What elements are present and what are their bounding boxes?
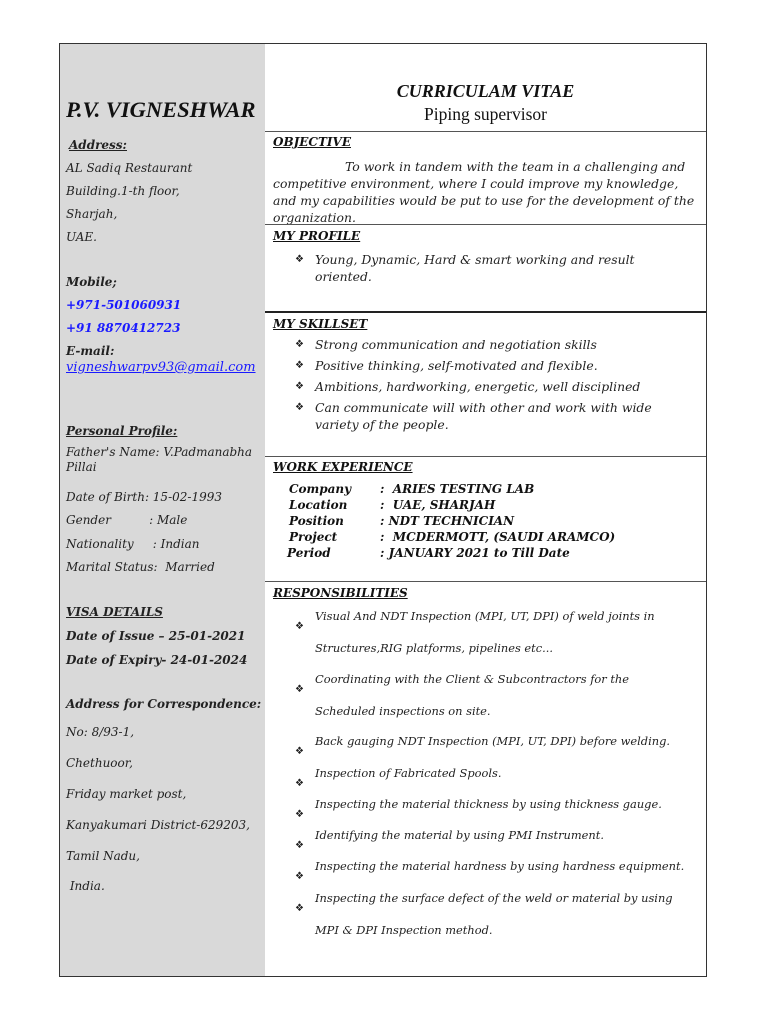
resume-page	[59, 43, 707, 977]
father-name: Father's Name: V.Padmanabha	[66, 445, 253, 459]
work-label: Position	[289, 514, 344, 528]
work-label: Company	[289, 482, 352, 496]
skill-item: ❖ Strong communication and negotiation skills	[295, 337, 597, 352]
mobile-number: +971-501060931	[66, 298, 182, 312]
work-value: : JANUARY 2021 to Till Date	[380, 546, 570, 560]
bullet-icon: ❖	[295, 684, 304, 695]
work-experience-heading: WORK EXPERIENCE	[273, 460, 413, 474]
section-divider	[265, 224, 706, 225]
profile-item: ❖ Young, Dynamic, Hard & smart working and result oriented.	[295, 252, 635, 284]
responsibility-item: ❖ Inspecting the material hardness by using hardness equipment.	[295, 851, 685, 883]
job-title: Piping supervisor	[424, 104, 547, 124]
address-line: UAE.	[66, 230, 97, 244]
responsibility-item: ❖ Visual And NDT Inspection (MPI, UT, DPI) of weld joints in Structures,RIG platforms, pipelines etc...	[295, 609, 655, 655]
responsibility-item: ❖ Inspection of Fabricated Spools.	[295, 758, 685, 790]
sidebar	[60, 44, 265, 976]
section-divider	[265, 581, 706, 582]
work-label: Location	[289, 498, 348, 512]
personal-profile-label: Personal Profile:	[66, 424, 178, 438]
skill-item: ❖ Can communicate will with other and work with wide variety of the people.	[295, 400, 652, 432]
section-divider	[265, 456, 706, 457]
correspondence-line: No: 8/93-1,	[66, 725, 135, 739]
bullet-icon: ❖	[295, 871, 304, 882]
bullet-icon: ❖	[295, 809, 304, 820]
objective-heading: OBJECTIVE	[273, 135, 351, 149]
responsibility-item: ❖ Coordinating with the Client & Subcontractors for the Scheduled inspections on site.	[295, 672, 629, 718]
visa-details-label: VISA DETAILS	[66, 605, 163, 619]
bullet-icon: ❖	[295, 621, 304, 632]
work-label: Period	[287, 546, 331, 560]
bullet-icon: ❖	[295, 402, 304, 413]
main-content	[265, 44, 706, 976]
email-label: E-mail:	[66, 344, 115, 358]
correspondence-line: India.	[66, 879, 105, 893]
responsibilities-heading: RESPONSIBILITIES	[273, 586, 408, 600]
section-divider	[265, 131, 706, 132]
address-line: Sharjah,	[66, 207, 118, 221]
objective-body: To work in tandem with the team in a challenging and competitive environment, where I could improve my knowledge, and my capabilities would be put to use for the development of the organization.	[273, 159, 695, 225]
bullet-icon: ❖	[295, 360, 304, 371]
correspondence-line: Friday market post,	[66, 787, 187, 801]
nationality: Nationality : Indian	[66, 537, 200, 551]
address-line: Building.1-th floor,	[66, 184, 180, 198]
work-value: : MCDERMOTT, (SAUDI ARAMCO)	[380, 530, 616, 544]
responsibility-item: ❖ Identifying the material by using PMI Instrument.	[295, 820, 685, 852]
candidate-name: P.V. VIGNESHWAR	[66, 97, 256, 122]
correspondence-line: Tamil Nadu,	[66, 849, 140, 863]
work-label: Project	[289, 530, 338, 544]
document-title: CURRICULAM VITAE	[396, 81, 575, 101]
work-value: : UAE, SHARJAH	[380, 498, 496, 512]
responsibility-item: ❖ Inspecting the surface defect of the weld or material by using MPI & DPI Inspection method.	[295, 891, 673, 937]
address-line: AL Sadiq Restaurant	[66, 161, 193, 175]
work-value: : NDT TECHNICIAN	[380, 514, 515, 528]
father-name-cont: Pillai	[66, 460, 97, 474]
correspondence-label: Address for Correspondence:	[66, 697, 262, 711]
mobile-label: Mobile;	[66, 275, 117, 289]
bullet-icon: ❖	[295, 840, 304, 851]
email-link[interactable]: vigneshwarpv93@gmail.com	[66, 360, 256, 375]
objective-text	[273, 158, 703, 226]
bullet-icon: ❖	[295, 339, 304, 350]
profile-heading: MY PROFILE	[273, 229, 361, 243]
skill-item: ❖ Positive thinking, self-motivated and flexible.	[295, 358, 598, 373]
visa-issue-date: Date of Issue – 25-01-2021	[66, 629, 246, 643]
address-label: Address:	[69, 138, 127, 152]
correspondence-line: Kanyakumari District-629203,	[66, 818, 250, 832]
mobile-number: +91 8870412723	[66, 321, 181, 335]
visa-expiry-date: Date of Expiry- 24-01-2024	[66, 653, 248, 667]
gender: Gender : Male	[66, 513, 188, 527]
skill-item: ❖ Ambitions, hardworking, energetic, well disciplined	[295, 379, 641, 394]
bullet-icon: ❖	[295, 254, 304, 265]
marital-status: Marital Status: Married	[66, 560, 215, 574]
bullet-icon: ❖	[295, 903, 304, 914]
bullet-icon: ❖	[295, 381, 304, 392]
bullet-icon: ❖	[295, 778, 304, 789]
date-of-birth: Date of Birth: 15-02-1993	[66, 490, 222, 504]
responsibility-item: ❖ Back gauging NDT Inspection (MPI, UT, DPI) before welding.	[295, 726, 685, 758]
work-value: : ARIES TESTING LAB	[380, 482, 535, 496]
skillset-heading: MY SKILLSET	[273, 317, 368, 331]
bullet-icon: ❖	[295, 746, 304, 757]
correspondence-line: Chethuoor,	[66, 756, 133, 770]
responsibility-item: ❖ Inspecting the material thickness by using thickness gauge.	[295, 789, 685, 821]
section-divider	[265, 311, 706, 313]
